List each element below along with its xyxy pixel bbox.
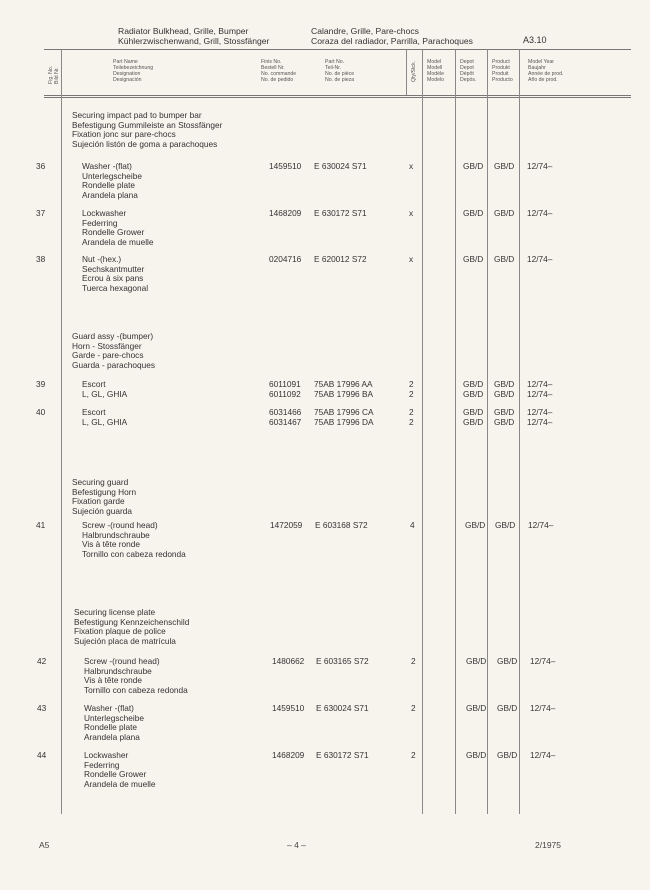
description-line: Arandela plana (82, 189, 138, 200)
fig-number: 38 (36, 254, 46, 264)
description-line: Lockwasher (84, 750, 129, 760)
description-line: Escort (82, 407, 106, 417)
column-divider (406, 49, 407, 95)
col-part-no (325, 59, 354, 83)
col-header-line: Fig. No. (48, 65, 54, 84)
quantity: 2 (409, 388, 414, 399)
description-line: Federring (82, 217, 118, 228)
description-line: Federring (84, 759, 120, 770)
finis-numbers (269, 380, 301, 399)
quantity: 2 (411, 750, 416, 760)
header-title-right (311, 26, 473, 46)
col-header-line: Designación (113, 77, 142, 83)
col-model (427, 59, 444, 83)
col-header-line: Année de prod. (528, 71, 564, 77)
depot-value: GB/D (466, 656, 487, 666)
finis-number: 6011092 (269, 388, 301, 399)
finis-number: 1459510 (269, 161, 302, 171)
page-section-id: A3.10 (523, 35, 547, 45)
group-line: Securing impact pad to bumper bar (72, 110, 202, 120)
finis-numbers (269, 408, 301, 427)
fig-number: 41 (36, 520, 46, 530)
column-divider (61, 49, 62, 814)
depot-value: GB/D (463, 161, 484, 171)
col-header-line: Qty/Stck. (411, 60, 417, 82)
quantities (409, 408, 414, 427)
quantity: x (409, 254, 414, 264)
quantity: x (409, 161, 414, 171)
depot-value: GB/D (463, 388, 484, 399)
quantity: 2 (409, 379, 414, 389)
group-line: Horn - Stossfänger (72, 340, 142, 351)
part-numbers (314, 380, 373, 399)
product-value: GB/D (497, 656, 518, 666)
product-value: GB/D (495, 520, 516, 530)
header-title-left (118, 26, 269, 46)
col-header-line: Produit (492, 71, 509, 77)
finis-number: 1468209 (272, 750, 305, 760)
header-line: Kühlerzwischenwand, Grill, Stossfänger (118, 36, 270, 46)
col-depot (460, 59, 476, 83)
product-values (494, 408, 514, 427)
part-number: E 630024 S71 (314, 161, 367, 171)
col-header-line: Dépôt (460, 71, 474, 77)
description-line: Unterlegscheibe (82, 170, 142, 181)
description-line: Rondelle plate (84, 722, 138, 733)
model-year-value: 12/74– (528, 520, 554, 530)
part-number: 75AB 17996 AA (314, 379, 373, 389)
part-number: E 620012 S72 (314, 254, 367, 264)
description-line: Tornillo con cabeza redonda (84, 684, 188, 695)
finis-number: 6011091 (269, 379, 301, 389)
column-divider (487, 49, 488, 814)
part-number: 75AB 17996 BA (314, 388, 374, 399)
group-line: Sujeción guarda (72, 505, 132, 516)
model-year-value: 12/74– (530, 703, 556, 713)
description-line: Washer -(flat) (82, 161, 132, 171)
description-line: Rondelle Grower (82, 227, 145, 238)
depot-values (463, 408, 483, 427)
group-line: Befestigung Kennzeichenschild (74, 616, 190, 627)
header-line: Radiator Bulkhead, Grille, Bumper (118, 26, 249, 36)
product-value: GB/D (494, 388, 515, 399)
part-description (82, 521, 186, 559)
depot-value: GB/D (463, 379, 484, 389)
product-values (494, 380, 514, 399)
col-header-line: Depós. (460, 77, 477, 83)
product-value: GB/D (494, 407, 515, 417)
col-model-year (528, 59, 563, 83)
quantity: 2 (409, 407, 414, 417)
col-finis-no (261, 59, 296, 83)
fig-number: 40 (36, 407, 46, 417)
col-header-line: Produkt (492, 65, 510, 71)
part-number: E 630172 S71 (316, 750, 369, 760)
col-header-line: Teil-Nr. (325, 65, 342, 71)
depot-value: GB/D (463, 407, 484, 417)
group-line: Sujeción placa de matrícula (74, 635, 176, 646)
header-line: Coraza del radiador, Parrilla, Parachoques (311, 36, 473, 46)
depot-value: GB/D (465, 520, 486, 530)
col-qty (411, 61, 417, 82)
description-line: Unterlegscheibe (84, 712, 144, 723)
fig-number: 39 (36, 379, 46, 389)
page-number: – 4 – (287, 840, 306, 850)
col-header-line: Bestell Nr. (261, 65, 285, 71)
col-header-line: Part No. (325, 59, 345, 65)
col-header-line: Teilebezeichnung (113, 65, 154, 71)
group-line: Befestigung Horn (72, 486, 137, 497)
table-top-rule (44, 49, 631, 50)
depot-value: GB/D (463, 416, 484, 427)
model-year-value: 12/74– (527, 416, 553, 427)
model-year-values (527, 380, 552, 399)
col-header-line: Modèle (427, 71, 445, 77)
group-line: Guard assy -(bumper) (72, 331, 154, 341)
footer-date: 2/1975 (535, 840, 561, 850)
quantity: 4 (410, 520, 415, 530)
table-header-rule-2 (44, 97, 631, 98)
product-value: GB/D (494, 161, 515, 171)
description-line: Screw -(round head) (84, 656, 160, 666)
col-header-line: Product (492, 59, 510, 65)
description-line: Washer -(flat) (84, 703, 134, 713)
description-line: Ecrou à six pans (82, 273, 144, 284)
depot-value: GB/D (466, 703, 487, 713)
group-line: Fixation plaque de police (74, 626, 166, 637)
description-line: Lockwasher (82, 208, 127, 218)
description-line: Rondelle plate (82, 180, 136, 191)
col-header-line: Part Name (113, 59, 138, 65)
model-year-value: 12/74– (527, 407, 553, 417)
quantity: x (409, 208, 414, 218)
col-header-line: Finis No. (261, 59, 282, 65)
finis-number: 1459510 (272, 703, 305, 713)
finis-number: 6031467 (269, 416, 302, 427)
group-line: Fixation jonc sur pare-chocs (72, 129, 176, 140)
model-year-value: 12/74– (527, 379, 553, 389)
depot-values (463, 380, 483, 399)
col-product (492, 59, 513, 83)
depot-value: GB/D (466, 750, 487, 760)
fig-number: 37 (36, 208, 46, 218)
table-header-rule (44, 95, 631, 96)
fig-number: 44 (37, 750, 47, 760)
model-year-value: 12/74– (527, 208, 553, 218)
depot-value: GB/D (463, 254, 484, 264)
col-header-line: No. de pedido (261, 77, 294, 83)
col-header-line: No. commande (261, 71, 297, 77)
part-description (82, 255, 148, 293)
footer-left: A5 (39, 840, 50, 850)
quantities (409, 380, 414, 399)
column-divider (519, 49, 520, 814)
fig-number: 42 (37, 656, 47, 666)
group-line: Fixation garde (72, 496, 125, 507)
description-line: Screw -(round head) (82, 520, 158, 530)
part-number: 75AB 17996 DA (314, 416, 374, 427)
part-number: E 630172 S71 (314, 208, 367, 218)
group-heading (72, 111, 222, 149)
part-numbers (314, 408, 374, 427)
group-line: Securing license plate (74, 607, 156, 617)
part-number: E 603168 S72 (315, 520, 368, 530)
group-heading (74, 608, 189, 646)
col-header-line: Baujahr (528, 65, 546, 71)
part-number: E 603165 S72 (316, 656, 369, 666)
product-value: GB/D (497, 703, 518, 713)
description-line: Vis à tête ronde (82, 539, 140, 550)
part-description (82, 209, 154, 247)
product-value: GB/D (494, 416, 515, 427)
fig-number: 36 (36, 161, 46, 171)
part-number: E 630024 S71 (316, 703, 369, 713)
description-line: Arandela de muelle (82, 236, 154, 247)
description-line: Nut -(hex.) (82, 254, 122, 264)
description-line: Vis à tête ronde (84, 675, 142, 686)
product-value: GB/D (494, 379, 515, 389)
group-line: Garde - pare-chocs (72, 350, 144, 361)
col-header-line: Model Year (528, 59, 554, 65)
product-value: GB/D (494, 254, 515, 264)
model-year-values (527, 408, 552, 427)
description-line: Arandela plana (84, 731, 140, 742)
col-part-name (113, 59, 153, 83)
col-header-line: Producto (492, 77, 513, 83)
model-year-value: 12/74– (530, 750, 556, 760)
group-line: Sujeción listón de goma a parachoques (72, 138, 218, 149)
description-line: Tornillo con cabeza redonda (82, 548, 186, 559)
col-header-line: Año de prod. (528, 77, 558, 83)
col-header-line: Model (427, 59, 442, 65)
depot-value: GB/D (463, 208, 484, 218)
col-header-line: No. de pièce (325, 71, 355, 77)
group-line: Securing guard (72, 477, 129, 487)
group-heading (72, 478, 136, 516)
description-line: Halbrundschraube (82, 529, 150, 540)
col-header-line: Designation (113, 71, 141, 77)
description-line: Arandela de muelle (84, 778, 156, 789)
col-header-line: No. de pieza (325, 77, 355, 83)
column-divider (455, 49, 456, 814)
description-line: Halbrundschraube (84, 665, 152, 676)
col-header-line: Modelo (427, 77, 445, 83)
fig-number: 43 (37, 703, 47, 713)
model-year-value: 12/74– (527, 161, 553, 171)
header-line: Calandre, Grille, Pare-chocs (311, 26, 419, 36)
group-heading (72, 332, 155, 370)
quantity: 2 (409, 416, 414, 427)
quantity: 2 (411, 656, 416, 666)
part-description (84, 657, 188, 695)
col-header-line: Depot (460, 59, 474, 65)
product-value: GB/D (494, 208, 515, 218)
col-fig-no (48, 66, 60, 84)
finis-number: 0204716 (269, 254, 302, 264)
finis-number: 6031466 (269, 407, 302, 417)
part-number: 75AB 17996 CA (314, 407, 374, 417)
description-line: Sechskantmutter (82, 263, 145, 274)
finis-number: 1480662 (272, 656, 305, 666)
part-description (84, 704, 144, 742)
product-value: GB/D (497, 750, 518, 760)
model-year-value: 12/74– (530, 656, 556, 666)
col-header-line: Modell (427, 65, 443, 71)
description-line: Escort (82, 379, 106, 389)
finis-number: 1472059 (270, 520, 303, 530)
group-line: Befestigung Gummileiste an Stossfänger (72, 119, 223, 130)
model-year-value: 12/74– (527, 254, 553, 264)
model-year-value: 12/74– (527, 388, 553, 399)
col-header-line: Bild Nr. (54, 67, 60, 84)
group-line: Guarda - parachoques (72, 359, 156, 370)
column-divider (422, 49, 423, 814)
part-description (82, 162, 142, 200)
description-line: Tuerca hexagonal (82, 282, 149, 293)
col-header-line: Depot (460, 65, 474, 71)
description-line: Rondelle Grower (84, 769, 147, 780)
part-description (82, 380, 127, 399)
part-description (84, 751, 156, 789)
finis-number: 1468209 (269, 208, 302, 218)
description-line: L, GL, GHIA (82, 388, 128, 399)
description-line: L, GL, GHIA (82, 416, 128, 427)
part-description (82, 408, 127, 427)
quantity: 2 (411, 703, 416, 713)
